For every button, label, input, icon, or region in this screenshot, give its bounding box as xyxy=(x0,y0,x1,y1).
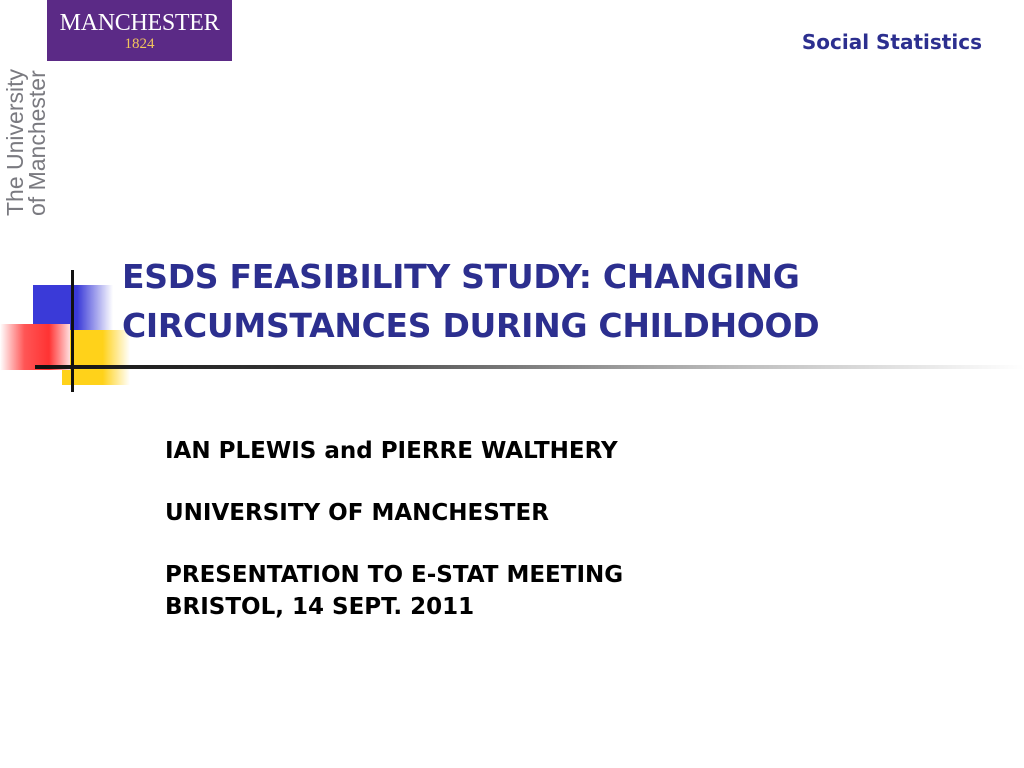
vertical-rule xyxy=(71,270,74,392)
red-square xyxy=(0,324,70,370)
affiliation: UNIVERSITY OF MANCHESTER xyxy=(165,500,549,526)
title-line-1: ESDS FEASIBILITY STUDY: CHANGING xyxy=(122,257,800,296)
slide-title xyxy=(122,252,819,350)
university-logo xyxy=(47,0,232,61)
department-label: Social Statistics xyxy=(801,30,982,54)
presentation-line-2: BRISTOL, 14 SEPT. 2011 xyxy=(165,594,475,620)
logo-year: 1824 xyxy=(124,36,155,52)
logo-name: MANCHESTER xyxy=(59,10,220,36)
wordmark-line-2: of Manchester xyxy=(24,70,50,216)
presentation-info xyxy=(165,559,623,623)
horizontal-rule xyxy=(35,365,1024,369)
authors: IAN PLEWIS and PIERRE WALTHERY xyxy=(165,438,618,464)
slide-body xyxy=(165,435,623,653)
university-wordmark xyxy=(4,69,48,216)
presentation-line-1: PRESENTATION TO E-STAT MEETING xyxy=(165,562,624,588)
wordmark-line-1: The University xyxy=(2,69,28,216)
title-line-2: CIRCUMSTANCES DURING CHILDHOOD xyxy=(122,306,820,345)
